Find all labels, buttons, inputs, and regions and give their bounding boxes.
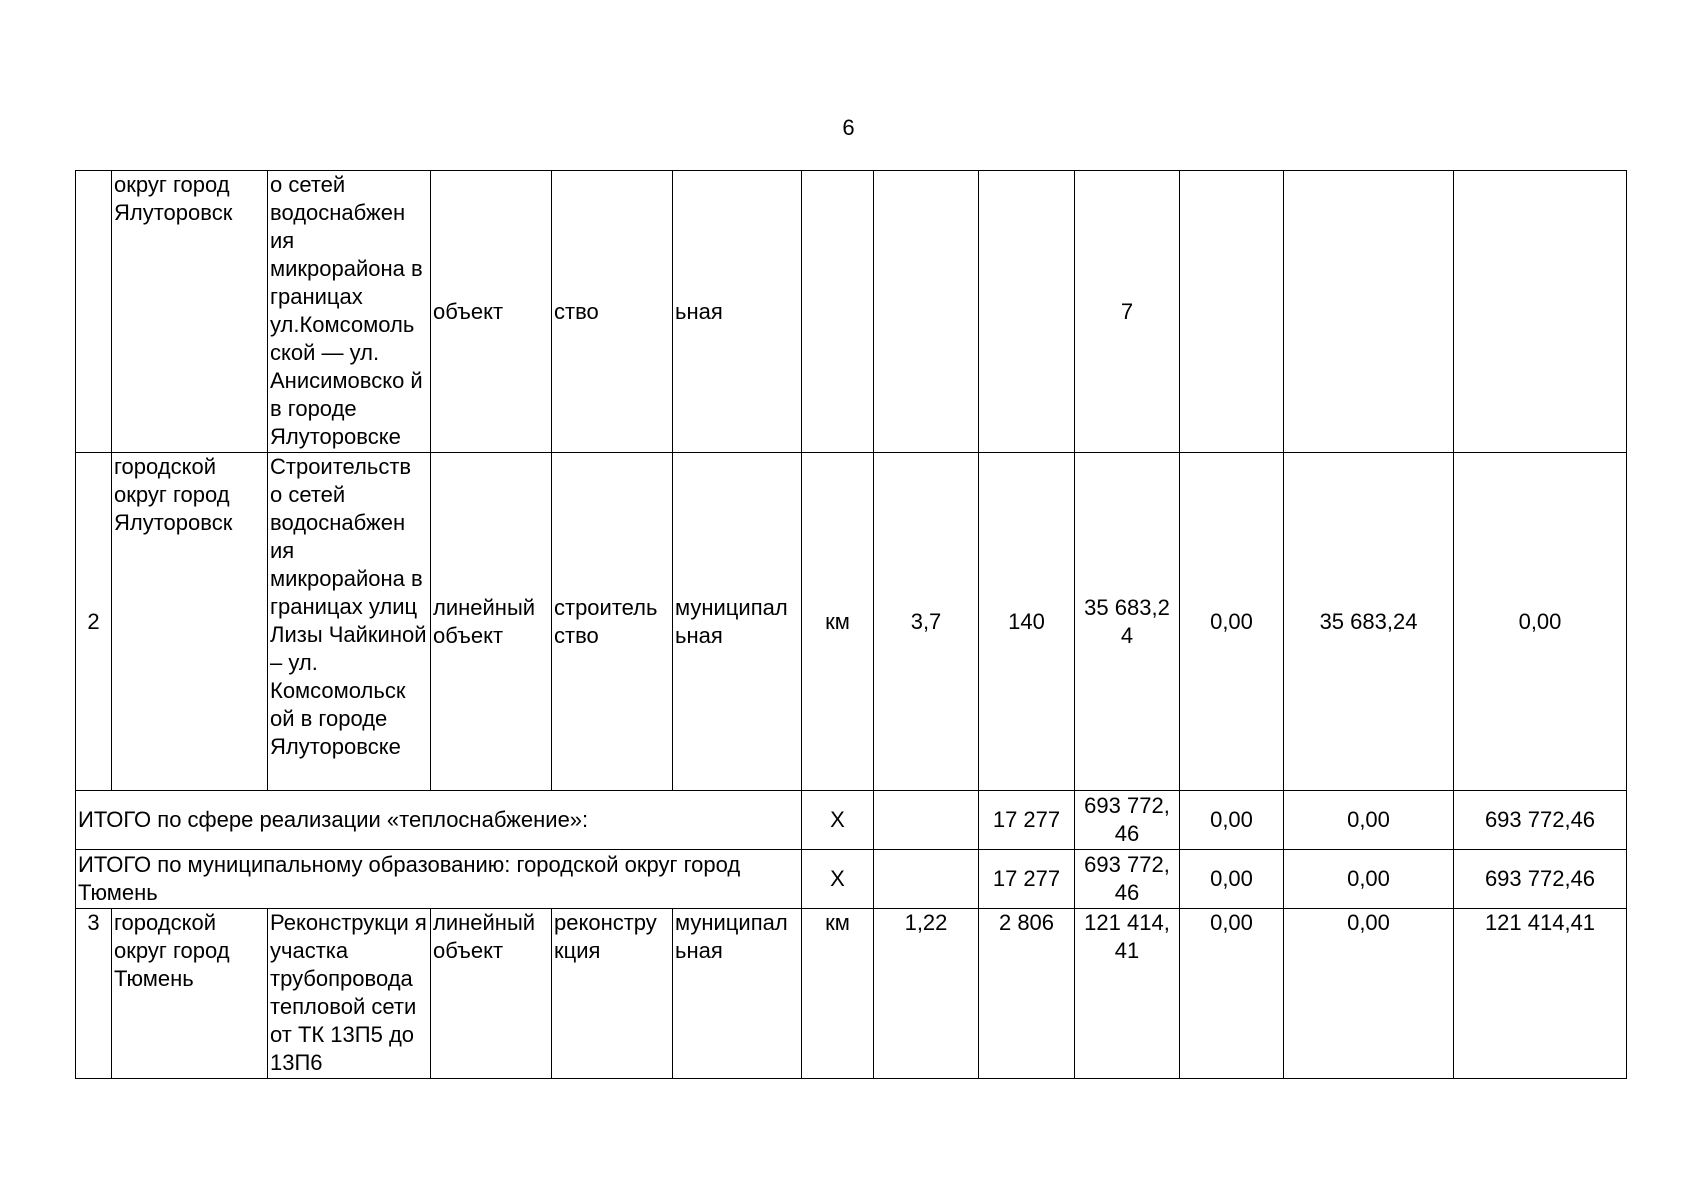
quantity-cell	[874, 171, 979, 453]
col-a-cell	[1180, 171, 1284, 453]
work-type-cell: реконстру кция	[552, 909, 673, 1079]
col-a-cell: 0,00	[1180, 909, 1284, 1079]
page-number: 6	[842, 115, 855, 140]
col-a-cell: 0,00	[1180, 453, 1284, 791]
data-table	[75, 170, 1627, 1079]
cost-cell: 35 683,2 4	[1075, 453, 1180, 791]
col-b-cell: 0,00	[1284, 909, 1454, 1079]
capacity-cell: 140	[979, 453, 1075, 791]
col-a-cell: 0,00	[1180, 850, 1284, 909]
municipality-cell: городской округ город Тюмень	[112, 909, 268, 1079]
municipality-cell: округ город Ялуторовск	[112, 171, 268, 453]
table-row	[76, 453, 1627, 791]
unit-cell	[802, 171, 874, 453]
col-c-cell: 121 414,41	[1454, 909, 1627, 1079]
row-number-cell: 3	[76, 909, 112, 1079]
object-type-cell: объект	[431, 171, 552, 453]
object-type-cell: линейный объект	[431, 909, 552, 1079]
total-row-heat	[76, 791, 1627, 850]
unit-cell: км	[802, 453, 874, 791]
col-c-cell: 693 772,46	[1454, 850, 1627, 909]
unit-cell: Х	[802, 791, 874, 850]
object-name-cell: Строительств о сетей водоснабжен ия микрорайона в границах улиц Лизы Чайкиной – ул. Комсомольск ой в городе Ялуторовске	[268, 453, 431, 791]
col-c-cell: 693 772,46	[1454, 791, 1627, 850]
quantity-cell	[874, 791, 979, 850]
unit-cell: Х	[802, 850, 874, 909]
ownership-cell: ьная	[673, 171, 802, 453]
col-a-cell: 0,00	[1180, 791, 1284, 850]
work-type-cell: строитель ство	[552, 453, 673, 791]
table-row	[76, 909, 1627, 1079]
capacity-cell: 17 277	[979, 850, 1075, 909]
work-type-cell: ство	[552, 171, 673, 453]
col-c-cell	[1454, 171, 1627, 453]
cost-cell: 693 772, 46	[1075, 791, 1180, 850]
municipality-cell: городской округ город Ялуторовск	[112, 453, 268, 791]
col-b-cell: 0,00	[1284, 850, 1454, 909]
row-number-cell	[76, 171, 112, 453]
object-name-cell: о сетей водоснабжен ия микрорайона в границах ул.Комсомоль ской — ул. Анисимовско й в городе Ялуторовске	[268, 171, 431, 453]
col-b-cell: 35 683,24	[1284, 453, 1454, 791]
cost-cell: 121 414, 41	[1075, 909, 1180, 1079]
capacity-cell: 2 806	[979, 909, 1075, 1079]
capacity-cell	[979, 171, 1075, 453]
cost-cell: 693 772, 46	[1075, 850, 1180, 909]
ownership-cell: муниципал ьная	[673, 453, 802, 791]
ownership-cell: муниципал ьная	[673, 909, 802, 1079]
col-b-cell	[1284, 171, 1454, 453]
total-row-municipal	[76, 850, 1627, 909]
unit-cell: км	[802, 909, 874, 1079]
quantity-cell: 1,22	[874, 909, 979, 1079]
col-c-cell: 0,00	[1454, 453, 1627, 791]
table-row-continued	[76, 171, 1627, 453]
object-name-cell: Реконструкци я участка трубопровода тепловой сети от ТК 13П5 до 13П6	[268, 909, 431, 1079]
row-number-cell: 2	[76, 453, 112, 791]
cost-cell: 7	[1075, 171, 1180, 453]
col-b-cell: 0,00	[1284, 791, 1454, 850]
capacity-cell: 17 277	[979, 791, 1075, 850]
total-label: ИТОГО по сфере реализации «теплоснабжение»:	[76, 791, 802, 850]
object-type-cell: линейный объект	[431, 453, 552, 791]
quantity-cell: 3,7	[874, 453, 979, 791]
total-label: ИТОГО по муниципальному образованию: городской округ город Тюмень	[76, 850, 802, 909]
quantity-cell	[874, 850, 979, 909]
